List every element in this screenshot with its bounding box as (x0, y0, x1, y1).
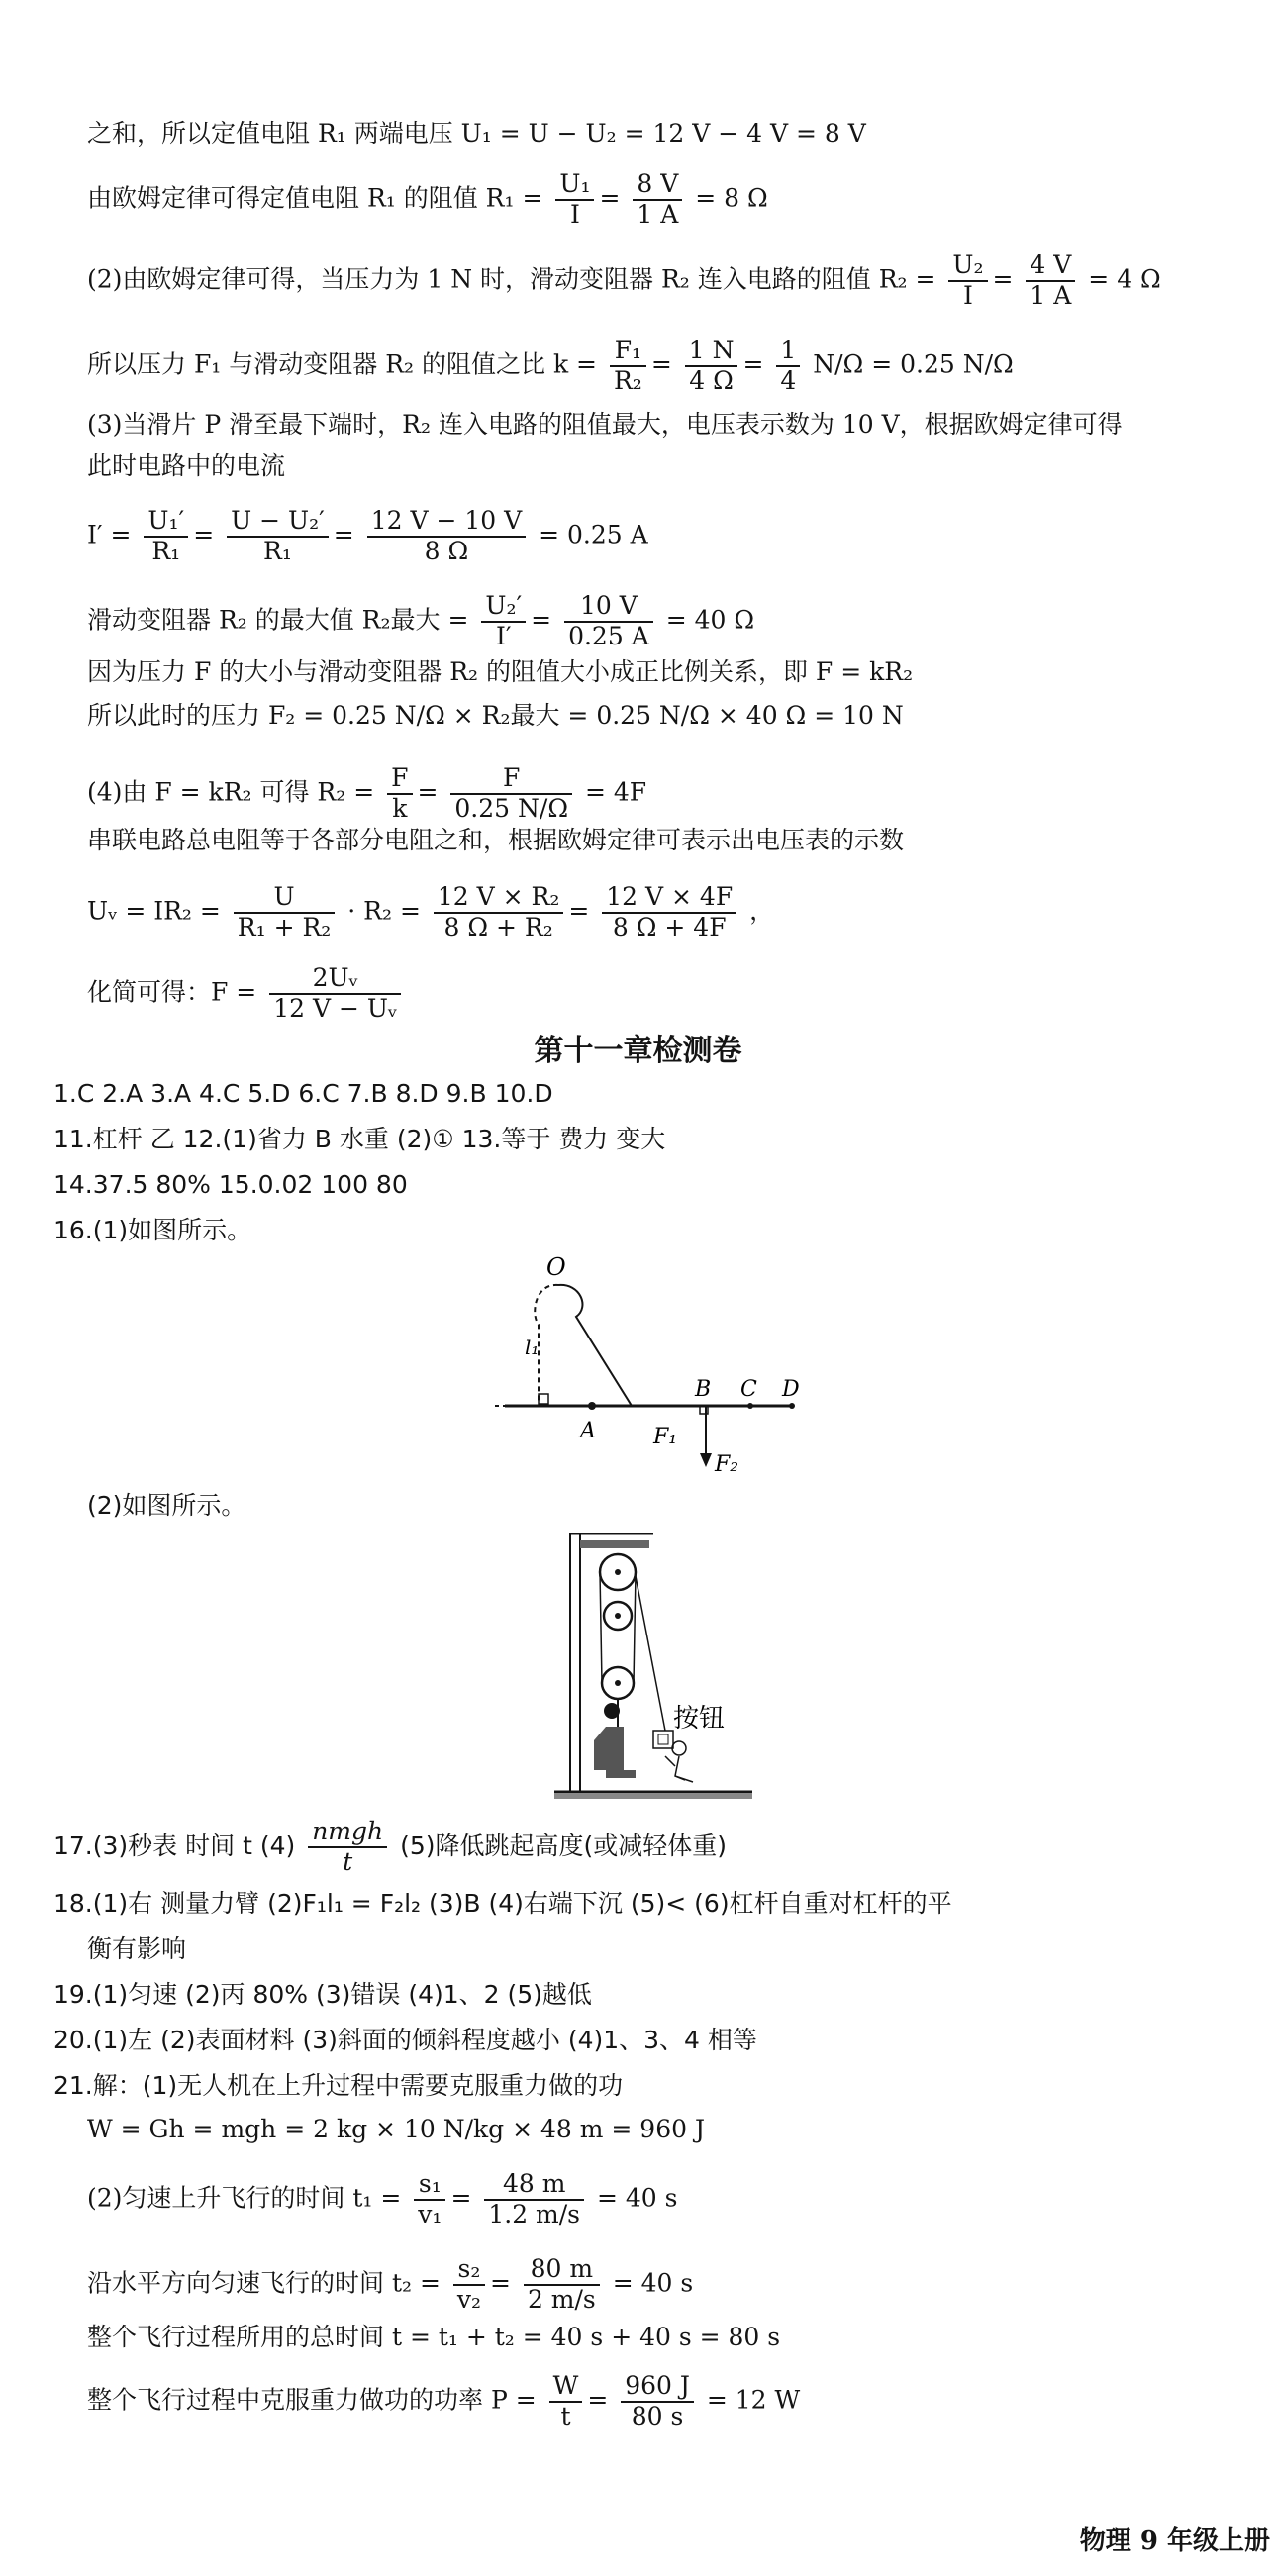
fraction: $\frac{\text{s₁}}{\text{v₁}}$ (414, 2170, 445, 2229)
point-c (747, 1403, 753, 1409)
label-o: O (546, 1255, 566, 1281)
fraction: $\frac{12 V \times 4F}{8 \Omega + 4F}$ (602, 883, 736, 942)
fraction: $\frac{960 J}{80 s}$ (621, 2372, 694, 2431)
seat (594, 1727, 624, 1770)
label-c: C (740, 1377, 757, 1402)
equation-text: = 4 Ω (1088, 264, 1161, 294)
answer-line: 20.(1)左 (2)表面材料 (3)斜面的倾斜程度越小 (4)1、3、4 相等 (53, 2026, 757, 2054)
equation-line: 所以压力 F₁ 与滑动变阻器 R₂ 的阻值之比 k = $\frac{\text{F₁}}{\text{R₂}}$ = $\frac{1 N}{4 \Omega}$ = $\frac{1}{4}$ N/Ω = 0.25 N/Ω (87, 336, 1014, 395)
rope (600, 1572, 602, 1683)
fraction: $\frac{\text{U₂′}}{I'}$ (481, 592, 526, 651)
equation-line: I′ = $\frac{\text{U₁′}}{\text{R₁}}$ = $\frac{\text{U − U₂′}}{\text{R₁}}$ = $\frac{12 V - 10 V}{8 \Omega}$ = 0.25 A (87, 506, 648, 565)
equation-text: 滑动变阻器 R₂ 的最大值 R₂最大 = (87, 605, 469, 635)
text-line: 此时电路中的电流 (87, 451, 286, 480)
button-box (653, 1731, 673, 1748)
equation-line: 整个飞行过程中克服重力做功的功率 P = $\frac{W}{t}$ = $\frac{960 J}{80 s}$ = 12 W (87, 2371, 801, 2430)
equation-line: 滑动变阻器 R₂ 的最大值 R₂最大 = $\frac{\text{U₂′}}{I'}$ = $\frac{10 V}{0.25 A}$ = 40 Ω (87, 591, 755, 650)
equation-text: 化简可得：F = (87, 977, 257, 1007)
fraction: $\frac{48 m}{1.2 m/s}$ (484, 2170, 584, 2229)
pulley-diagram (554, 1533, 752, 1800)
answer-line: 18.(1)右 测量力臂 (2)F₁l₁ = F₂l₂ (3)B (4)右端下沉 (5)< (6)杠杆自重对杠杆的平 (53, 1889, 952, 1918)
equation-text: = 0.25 A (539, 520, 648, 549)
point-a (588, 1402, 596, 1410)
fraction: $\frac{4 V}{1 A}$ (1026, 251, 1075, 311)
text-line: 串联电路总电阻等于各部分电阻之和，根据欧姆定律可表示出电压表的示数 (87, 826, 905, 854)
fraction: $\frac{\text{U₁}}{I}$ (555, 170, 594, 230)
fraction: $\frac{\text{U₁′}}{\text{R₁}}$ (144, 507, 188, 566)
answer-line: 19.(1)匀速 (2)丙 80% (3)错误 (4)1、2 (5)越低 (53, 1980, 592, 2009)
label-f2: F₂ (715, 1452, 739, 1477)
equation-text: (2)匀速上升飞行的时间 t₁ = (87, 2183, 402, 2213)
axle (615, 1613, 621, 1619)
button-label: 按钮 (673, 1704, 726, 1734)
equation-line: 由欧姆定律可得定值电阻 R₁ 的阻值 R₁ = $\frac{\text{U₁}}{I}$ = $\frac{8 V}{1 A}$ = 8 Ω (87, 169, 768, 229)
answer-line: 1.C 2.A 3.A 4.C 5.D 6.C 7.B 8.D 9.B 10.D (53, 1079, 553, 1108)
equation-text: 所以压力 F₁ 与滑动变阻器 R₂ 的阻值之比 k = (87, 349, 597, 379)
label-l1: l₁ (525, 1336, 540, 1359)
fraction: $\frac{10 V}{0.25 A}$ (564, 592, 653, 651)
text-line: 所以此时的压力 F₂ = 0.25 N/Ω × R₂最大 = 0.25 N/Ω × 40 Ω = 10 N (87, 701, 904, 730)
page-footer: 物理 9 年级上册 (1079, 2526, 1270, 2556)
rope (636, 1576, 665, 1731)
answer-text: 17.(3)秒表 时间 t (4) (53, 1831, 296, 1860)
equation-text: 沿水平方向匀速飞行的时间 t₂ = (87, 2268, 441, 2298)
fraction: $\frac{\text{2Uᵥ}}{\text{12 V − Uᵥ}}$ (269, 964, 401, 1024)
button-icon (658, 1734, 668, 1744)
answer-line: 衡有影响 (87, 1934, 187, 1963)
helper-body (665, 1756, 693, 1782)
equation-text: 整个飞行过程中克服重力做功的功率 P = (87, 2385, 537, 2415)
answer-line: 14.37.5 80% 15.0.02 100 80 (53, 1170, 408, 1199)
equation-text: · R₂ = (347, 896, 421, 926)
answer-line: 16.(1)如图所示。 (53, 1216, 252, 1244)
fraction: $\frac{1 N}{4 \Omega}$ (685, 337, 738, 396)
label-a: A (580, 1419, 596, 1443)
equation-line: (2)由欧姆定律可得，当压力为 1 N 时，滑动变阻器 R₂ 连入电路的阻值 R₂ = $\frac{\text{U₂}}{I}$ = $\frac{4 V}{1 A}$ = 4 Ω (87, 250, 1161, 310)
fraction: $\frac{F}{k}$ (387, 764, 412, 824)
fraction: $\frac{U}{\text{R₁ + R₂}}$ (234, 883, 336, 942)
equation-text: I′ = (87, 520, 132, 549)
equation-text: = 4F (585, 777, 647, 807)
fraction: $\frac{\text{s₂}}{\text{v₂}}$ (453, 2255, 485, 2315)
equation-text: 由欧姆定律可得定值电阻 R₁ 的阻值 R₁ = (87, 183, 543, 213)
axle (615, 1680, 621, 1686)
fraction: $\frac{\text{nmgh}}{t}$ (308, 1818, 387, 1877)
answer-line (53, 1818, 727, 1877)
equation-line: (4)由 F = kR₂ 可得 R₂ = $\frac{F}{k}$ = $\frac{F}{0.25 N/\Omega}$ = 4F (87, 763, 647, 823)
equation-text: N/Ω = 0.25 N/Ω (813, 349, 1014, 379)
equation-text: (2)由欧姆定律可得，当压力为 1 N 时，滑动变阻器 R₂ 连入电路的阻值 R₂ = (87, 264, 936, 294)
answer-line: 11.杠杆 乙 12.(1)省力 B 水重 (2)① 13.等于 费力 变大 (53, 1125, 666, 1153)
fraction: $\frac{8 V}{1 A}$ (633, 170, 682, 230)
equation-text: = 40 Ω (665, 605, 755, 635)
answer-line: 整个飞行过程所用的总时间 t = t₁ + t₂ = 40 s + 40 s = 80 s (87, 2323, 781, 2351)
answer-line: (2)如图所示。 (87, 1491, 246, 1520)
label-f1: F₁ (653, 1425, 678, 1449)
label-b: B (695, 1377, 712, 1402)
ceiling-hatch (580, 1540, 649, 1548)
answer-line: W = Gh = mgh = 2 kg × 10 N/kg × 48 m = 960 J (87, 2115, 705, 2143)
helper-head (672, 1741, 686, 1755)
fraction: $\frac{W}{t}$ (549, 2372, 583, 2431)
answer-text: (5)降低跳起高度(或减轻体重) (400, 1831, 727, 1860)
fraction: $\frac{\text{U₂}}{I}$ (948, 251, 987, 311)
equation-text: Uᵥ = IR₂ = (87, 896, 221, 926)
arrowhead (700, 1453, 712, 1467)
person-head (604, 1703, 620, 1719)
label-d: D (782, 1377, 800, 1402)
equation-text: = 40 s (612, 2268, 694, 2298)
equation-line: Uᵥ = IR₂ = $\frac{U}{\text{R₁ + R₂}}$ · R₂ = $\frac{\text{12 V × R₂}}{\text{8 Ω + R₂}}$ = $\frac{12 V \times 4F}{8 \Omega + 4F}$ ， (87, 882, 775, 941)
text-line: (3)当滑片 P 滑至最下端时，R₂ 连入电路的阻值最大，电压表示数为 10 V，根据欧姆定律可得 (87, 410, 1123, 439)
lever-diagram (495, 1255, 822, 1483)
fraction: $\frac{\text{F₁}}{\text{R₂}}$ (610, 337, 646, 396)
equation-text: ， (749, 896, 775, 926)
equation-text: = 40 s (596, 2183, 678, 2213)
fraction: $\frac{12 V - 10 V}{8 \Omega}$ (367, 507, 526, 566)
fraction: $\frac{1}{4}$ (776, 337, 800, 396)
equation-line: (2)匀速上升飞行的时间 t₁ = $\frac{\text{s₁}}{\text{v₁}}$ = $\frac{48 m}{1.2 m/s}$ = 40 s (87, 2169, 678, 2229)
equation-line: 沿水平方向匀速飞行的时间 t₂ = $\frac{\text{s₂}}{\text{v₂}}$ = $\frac{80 m}{2 m/s}$ = 40 s (87, 2254, 694, 2314)
right-angle-mark (539, 1394, 548, 1404)
text-line: 之和，所以定值电阻 R₁ 两端电压 U₁ = U − U₂ = 12 V − 4 V = 8 V (87, 119, 866, 148)
fraction: $\frac{\text{U − U₂′}}{\text{R₁}}$ (227, 507, 329, 566)
fraction: $\frac{F}{0.25 N/\Omega}$ (450, 764, 572, 824)
axle (615, 1569, 621, 1575)
seat-base (606, 1770, 636, 1778)
point-d (789, 1403, 795, 1409)
equation-line (87, 964, 406, 1024)
rope (634, 1572, 636, 1683)
fraction: $\frac{\text{12 V × R₂}}{\text{8 Ω + R₂}}$ (434, 883, 564, 942)
wall-post (570, 1533, 580, 1792)
text-line: 因为压力 F 的大小与滑动变阻器 R₂ 的阻值大小成正比例关系，即 F = kR₂ (87, 657, 914, 686)
equation-text: (4)由 F = kR₂ 可得 R₂ = (87, 777, 375, 807)
answer-line: 21.解：(1)无人机在上升过程中需要克服重力做的功 (53, 2071, 624, 2100)
fraction: $\frac{80 m}{2 m/s}$ (524, 2255, 600, 2315)
equation-text: = 8 Ω (695, 183, 768, 213)
equation-text: = 12 W (706, 2385, 801, 2415)
rope (558, 1285, 632, 1406)
ground-hatch (554, 1794, 752, 1799)
section-title: 第十一章检测卷 (534, 1034, 742, 1068)
